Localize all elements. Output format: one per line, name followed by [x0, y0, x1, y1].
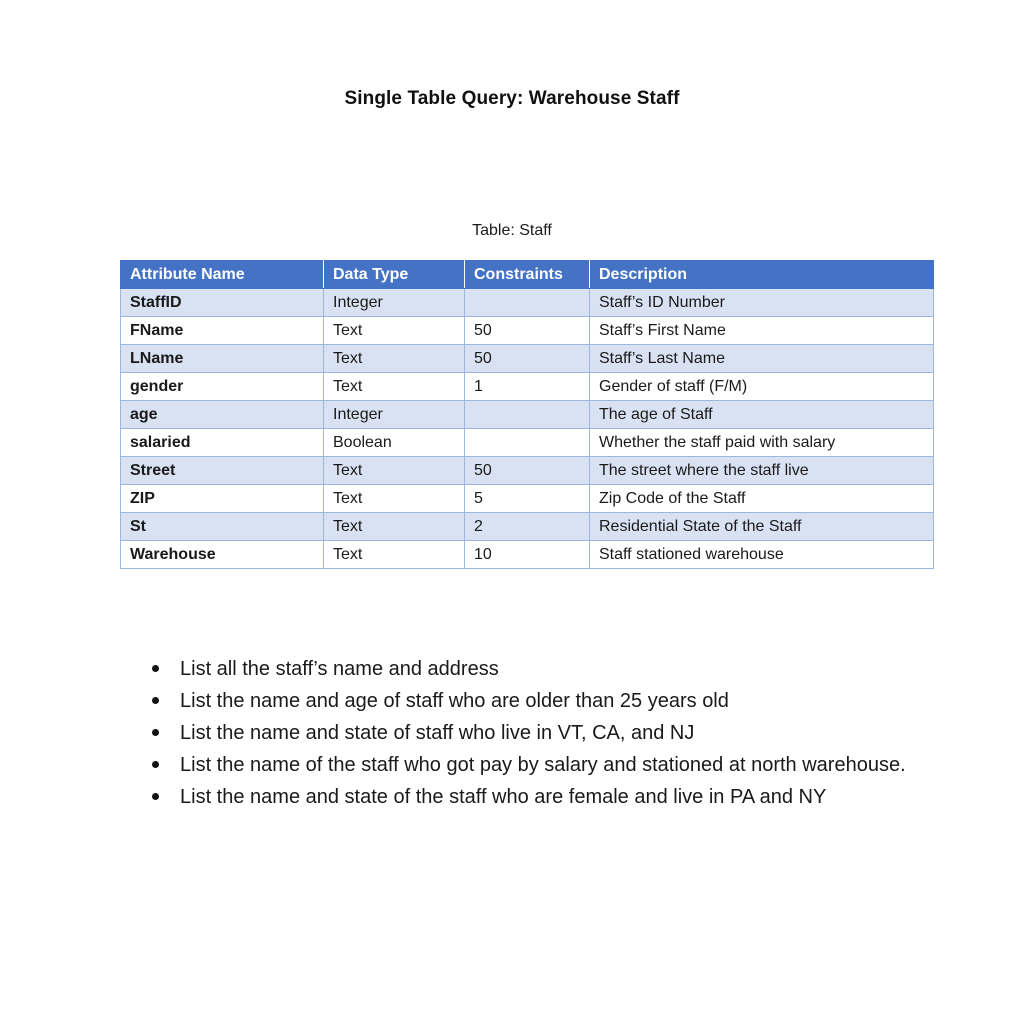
attribute-name-cell: St	[121, 513, 324, 541]
description-cell: Staff’s ID Number	[590, 289, 934, 317]
table-row	[121, 541, 934, 569]
list-item: List the name of the staff who got pay by salary and stationed at north warehouse.	[180, 749, 940, 781]
column-header-constraints: Constraints	[465, 261, 590, 289]
question-list	[140, 653, 940, 813]
data-type-cell: Text	[324, 457, 465, 485]
list-item: List all the staff’s name and address	[180, 653, 940, 685]
description-cell: Staff’s Last Name	[590, 345, 934, 373]
description-cell: Staff’s First Name	[590, 317, 934, 345]
description-cell: The street where the staff live	[590, 457, 934, 485]
constraint-cell: 2	[465, 513, 590, 541]
column-header-description: Description	[590, 261, 934, 289]
data-type-cell: Text	[324, 541, 465, 569]
column-header-attribute-name: Attribute Name	[121, 261, 324, 289]
list-item: List the name and age of staff who are older than 25 years old	[180, 685, 940, 717]
data-type-cell: Integer	[324, 289, 465, 317]
table-row	[121, 401, 934, 429]
constraint-cell	[465, 429, 590, 457]
table-row	[121, 429, 934, 457]
table-header-row	[121, 261, 934, 289]
attribute-name-cell: Street	[121, 457, 324, 485]
table-row	[121, 485, 934, 513]
description-cell: Staff stationed warehouse	[590, 541, 934, 569]
data-type-cell: Text	[324, 513, 465, 541]
table-row	[121, 373, 934, 401]
constraint-cell: 1	[465, 373, 590, 401]
attribute-name-cell: Warehouse	[121, 541, 324, 569]
attribute-name-cell: gender	[121, 373, 324, 401]
table-row	[121, 345, 934, 373]
attribute-name-cell: LName	[121, 345, 324, 373]
page-title: Single Table Query: Warehouse Staff	[344, 88, 680, 109]
data-type-cell: Text	[324, 373, 465, 401]
data-type-cell: Boolean	[324, 429, 465, 457]
table-row	[121, 317, 934, 345]
constraint-cell: 50	[465, 457, 590, 485]
table-row	[121, 289, 934, 317]
constraint-cell: 50	[465, 345, 590, 373]
description-cell: Whether the staff paid with salary	[590, 429, 934, 457]
description-cell: Residential State of the Staff	[590, 513, 934, 541]
attribute-name-cell: ZIP	[121, 485, 324, 513]
attribute-name-cell: salaried	[121, 429, 324, 457]
column-header-data-type: Data Type	[324, 261, 465, 289]
table-caption: Table: Staff	[472, 222, 552, 239]
data-type-cell: Text	[324, 485, 465, 513]
constraint-cell: 50	[465, 317, 590, 345]
list-item: List the name and state of staff who live in VT, CA, and NJ	[180, 717, 940, 749]
description-cell: Zip Code of the Staff	[590, 485, 934, 513]
data-type-cell: Text	[324, 317, 465, 345]
description-cell: The age of Staff	[590, 401, 934, 429]
data-type-cell: Integer	[324, 401, 465, 429]
attribute-name-cell: FName	[121, 317, 324, 345]
staff-table	[120, 260, 934, 569]
constraint-cell	[465, 401, 590, 429]
constraint-cell: 5	[465, 485, 590, 513]
table-row	[121, 513, 934, 541]
list-item: List the name and state of the staff who are female and live in PA and NY	[180, 781, 940, 813]
description-cell: Gender of staff (F/M)	[590, 373, 934, 401]
data-type-cell: Text	[324, 345, 465, 373]
constraint-cell	[465, 289, 590, 317]
attribute-name-cell: StaffID	[121, 289, 324, 317]
table-row	[121, 457, 934, 485]
attribute-name-cell: age	[121, 401, 324, 429]
constraint-cell: 10	[465, 541, 590, 569]
